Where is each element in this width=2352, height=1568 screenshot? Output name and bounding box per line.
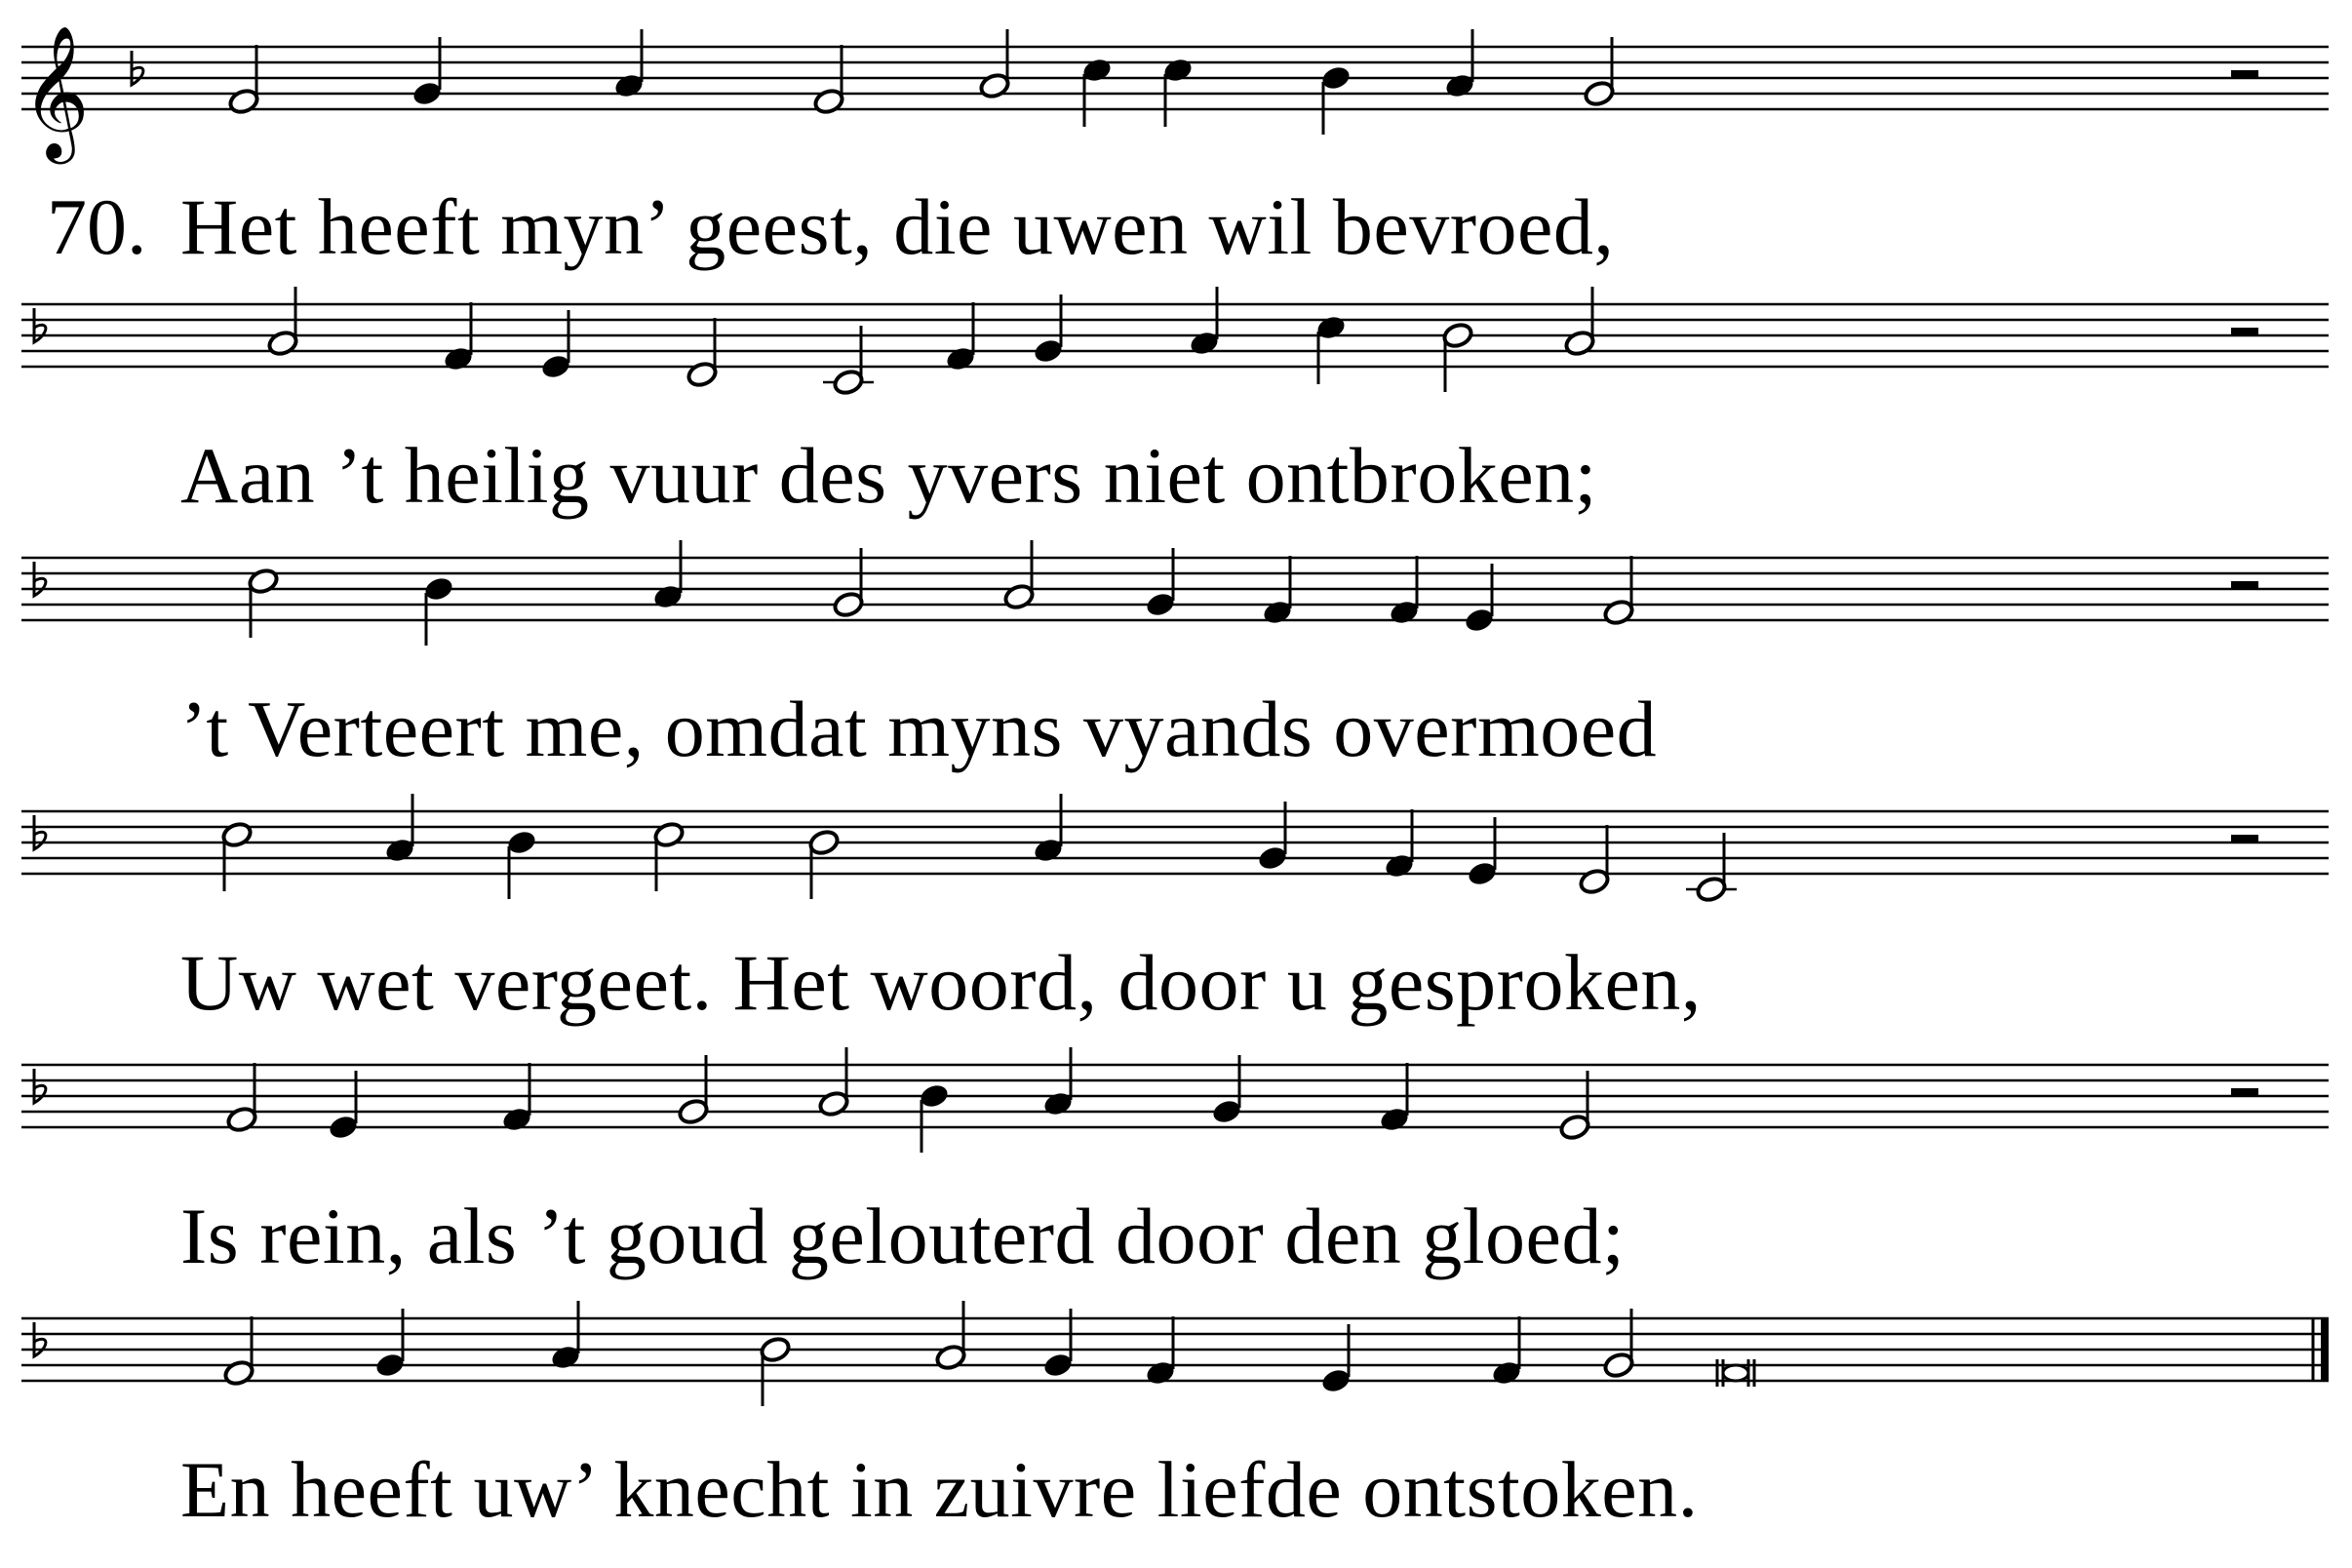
note-f4: [1378, 1063, 1410, 1134]
staff-system-1: [21, 23, 2329, 164]
note-a4: [1032, 794, 1064, 865]
lyric-line-4: Uw wet vergeet. Het woord, door u gesproken,: [180, 938, 1702, 1027]
note-c5: [1080, 56, 1113, 127]
half-rest-icon: [2231, 328, 2258, 336]
note-bb4: [807, 828, 840, 899]
note-c5: [247, 567, 279, 638]
note-f4: [812, 45, 844, 116]
note-f4: [944, 302, 976, 373]
half-rest-icon: [2231, 835, 2258, 843]
note-c5: [1161, 56, 1194, 127]
final-barline-thick: [2321, 1318, 2329, 1381]
note-f4: [1602, 556, 1634, 627]
note-f4: [442, 302, 474, 373]
lyric-line-3: ’t Verteert me, omdat myns vyands overmoed: [180, 685, 1658, 773]
note-a4: [549, 1301, 581, 1372]
staff-system-6: [21, 1301, 2329, 1406]
note-c5: [652, 820, 685, 891]
note-f4: [1383, 809, 1415, 881]
note-bb4: [422, 574, 454, 646]
note-a4: [266, 287, 298, 358]
note-f4: [500, 1063, 532, 1134]
note-bb4: [1441, 321, 1473, 392]
flat-key-signature-icon: [34, 1069, 46, 1103]
treble-clef-icon: 𝄞: [21, 23, 90, 158]
note-d4: [1578, 825, 1610, 896]
note-a4: [934, 1301, 966, 1372]
note-d4: [686, 318, 718, 389]
lyric-line-5: Is rein, als ’t goud gelouterd door den gloed;: [180, 1192, 1626, 1280]
note-f4: [1261, 556, 1293, 627]
note-f4: [1717, 1359, 1754, 1387]
note-a4: [1188, 287, 1220, 358]
flat-key-signature-icon: [34, 308, 46, 342]
lyric-line-1: Het heeft myn’ geest, die uwen wil bevroed,: [180, 182, 1615, 271]
note-a4: [383, 794, 415, 865]
half-rest-icon: [2231, 581, 2258, 590]
note-c5: [1314, 313, 1347, 384]
note-a4: [1041, 1047, 1074, 1118]
lyric-line-2: Aan ’t heilig vuur des yvers niet ontbroken;: [180, 431, 1597, 520]
lyric-line-6: En heeft uw’ knecht in zuivre liefde ontstoken.: [180, 1445, 1699, 1534]
note-a4: [651, 540, 684, 611]
note-a4: [1443, 29, 1475, 100]
note-f4: [222, 1316, 255, 1388]
staff-system-3: [21, 540, 2329, 646]
note-bb4: [759, 1335, 791, 1406]
note-f4: [1388, 556, 1420, 627]
note-c5: [220, 820, 253, 891]
note-a4: [978, 29, 1010, 100]
note-f4: [225, 1063, 257, 1134]
staff-system-4: [21, 794, 2329, 904]
note-a4: [1563, 287, 1595, 358]
flat-key-signature-icon: [34, 562, 46, 596]
verse-number: 70.: [47, 182, 147, 271]
note-bb4: [918, 1081, 950, 1153]
note-bb4: [1319, 63, 1352, 135]
flat-key-signature-icon: [34, 815, 46, 849]
note-a4: [817, 1047, 849, 1118]
flat-key-signature-icon: [34, 1322, 46, 1356]
flat-key-signature-icon: [132, 51, 143, 85]
staff-system-2: [21, 287, 2329, 397]
note-a4: [612, 29, 645, 100]
half-rest-icon: [2231, 70, 2258, 79]
note-bb4: [505, 828, 537, 899]
half-rest-icon: [2231, 1088, 2258, 1097]
note-f4: [1144, 1316, 1176, 1388]
note-a4: [1002, 540, 1035, 611]
note-f4: [227, 45, 259, 116]
note-f4: [1490, 1316, 1522, 1388]
staff-system-5: [21, 1047, 2329, 1153]
